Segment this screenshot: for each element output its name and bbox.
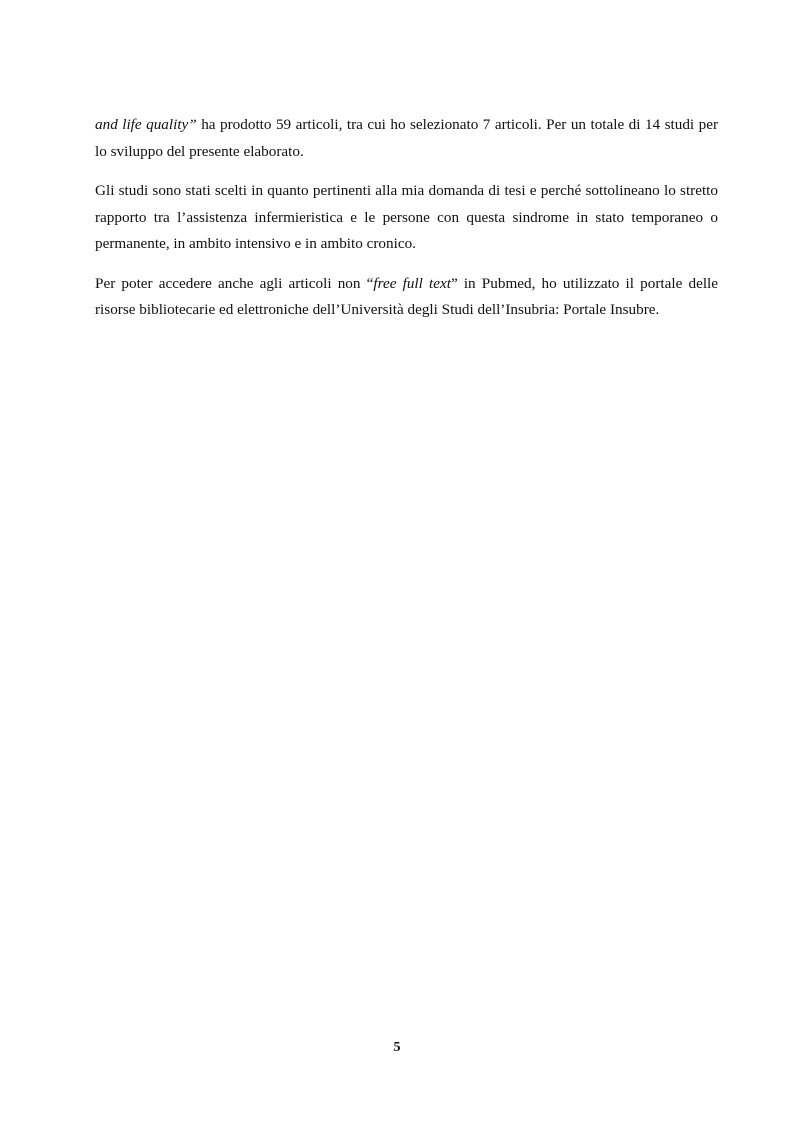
free-full-text-italic: free full text [373,274,451,292]
search-term-italic: and life quality” [95,116,197,133]
paragraph-search-results-text: ha prodotto 59 articoli, tra cui ho selezionato 7 articoli. Per un totale di 14 studi per lo sviluppo del presente elaborato. [95,116,719,160]
body-text [95,112,718,337]
paragraph-full-text-access-before: Per poter accedere anche agli articoli non “ [95,274,374,292]
paragraph-study-selection [95,178,718,258]
paragraph-search-results [95,112,718,165]
paragraph-full-text-access [95,271,718,324]
paragraph-study-selection-text: Gli studi sono stati scelti in quanto pertinenti alla mia domanda di tesi e perché sottolineano lo stretto rapporto tra l’assistenza infermieristica e le persone con questa sindrome in stato temporaneo o permanente, in ambito intensivo e in ambito cronico. [95,182,718,252]
paragraph-full-text-access-after: ” in Pubmed, ho utilizzato il portale delle risorse bibliotecarie ed elettroniche dell’Università degli Studi dell’Insubria: Portale Insubre. [95,274,719,318]
page-number: 5 [393,1040,401,1055]
